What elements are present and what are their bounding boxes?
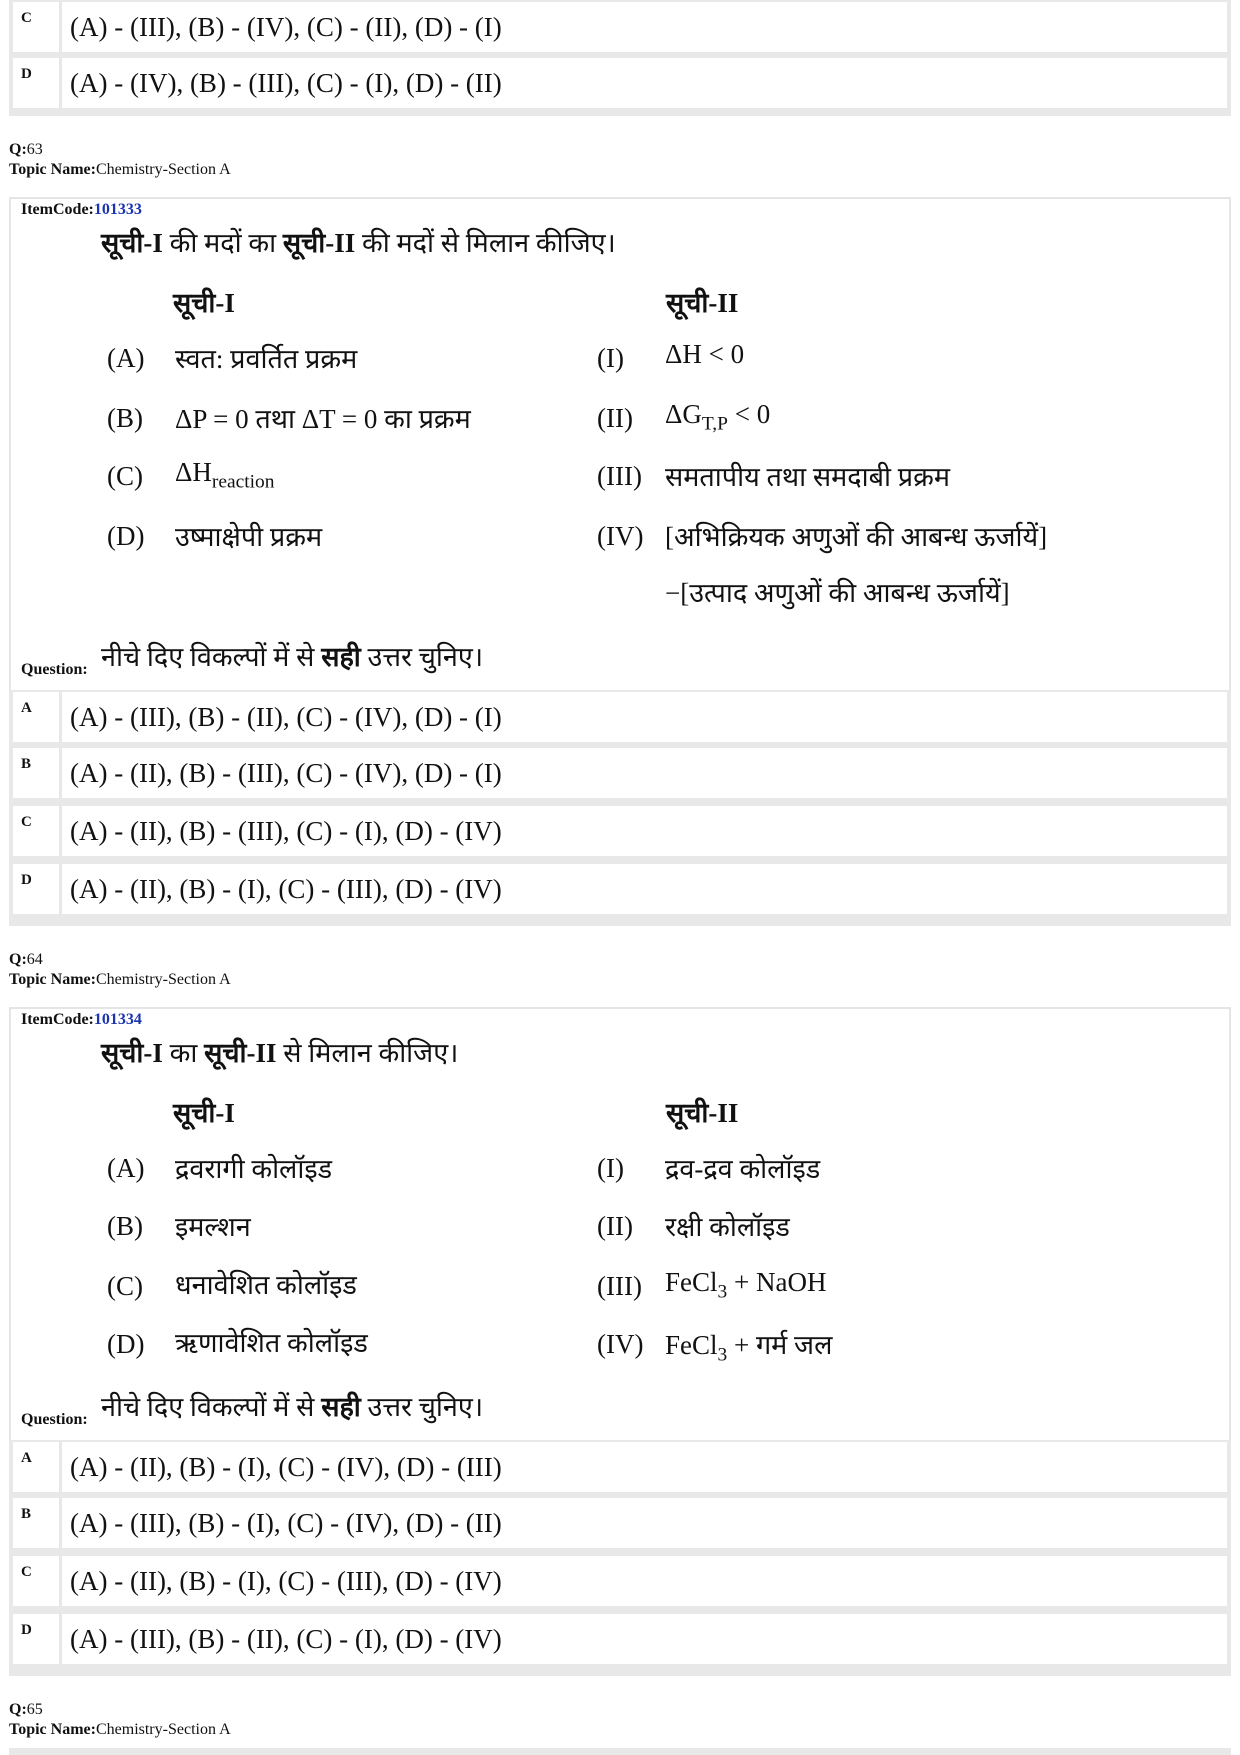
list-1-label: (A) xyxy=(107,343,145,373)
question-item-box xyxy=(9,1007,1231,1442)
option-d[interactable] xyxy=(13,1614,1227,1664)
list-1-label: (C) xyxy=(107,461,143,491)
list-2-item: रक्षी कोलॉइड xyxy=(665,1212,790,1242)
list-2-item: ΔH < 0 xyxy=(665,339,745,369)
question-item-box xyxy=(9,197,1231,692)
option-text: (A) - (III), (B) - (II), (C) - (IV), (D) - (I) xyxy=(59,692,502,742)
list-2-item: [अभिक्रियक अणुओं की आबन्ध ऊर्जायें] xyxy=(665,522,1048,552)
answer-options xyxy=(9,690,1231,926)
list-2-label: (II) xyxy=(597,1211,633,1241)
option-letter: D xyxy=(21,872,32,888)
prev-question-options xyxy=(9,0,1231,116)
option-b[interactable] xyxy=(13,748,1227,798)
question-label: Question: xyxy=(21,1411,88,1428)
option-d[interactable] xyxy=(13,864,1227,914)
option-letter: D xyxy=(21,1622,32,1638)
option-a[interactable] xyxy=(13,1442,1227,1492)
list-2-title: सूची-II xyxy=(666,288,739,318)
option-letter: C xyxy=(21,1564,32,1580)
question-header xyxy=(9,950,231,990)
question-heading: सूची-I का सूची-II से मिलान कीजिए। xyxy=(101,1038,459,1068)
list-1-label: (C) xyxy=(107,1271,143,1301)
option-text: (A) - (II), (B) - (I), (C) - (III), (D) - (IV) xyxy=(59,864,502,914)
option-text: (A) - (III), (B) - (I), (C) - (IV), (D) - (II) xyxy=(59,1498,502,1548)
question-number: Q:63 xyxy=(9,141,43,158)
option-text: (A) - (II), (B) - (III), (C) - (IV), (D) - (I) xyxy=(59,748,502,798)
item-code: ItemCode:101333 xyxy=(21,201,142,218)
list-2-item: FeCl$_3$ + NaOH xyxy=(665,1267,827,1303)
option-text: (A) - (II), (B) - (III), (C) - (I), (D) - (IV) xyxy=(59,806,502,856)
topic-name: Topic Name:Chemistry-Section A xyxy=(9,1721,231,1738)
option-text: (A) - (IV), (B) - (III), (C) - (I), (D) - (II) xyxy=(59,58,502,108)
list-2-item: FeCl$_3$ + गर्म जल xyxy=(665,1330,833,1366)
list-1-item: ΔP = 0 तथा ΔT = 0 का प्रक्रम xyxy=(175,404,471,434)
answer-options xyxy=(9,1440,1231,1676)
list-1-item: धनावेशित कोलॉइड xyxy=(175,1270,357,1300)
option-text: (A) - (III), (B) - (IV), (C) - (II), (D) - (I) xyxy=(59,2,502,52)
topic-name: Topic Name:Chemistry-Section A xyxy=(9,971,231,988)
list-2-label: (IV) xyxy=(597,521,644,551)
list-2-title: सूची-II xyxy=(666,1098,739,1128)
question-header xyxy=(9,140,231,180)
list-2-item-continued: −[उत्पाद अणुओं की आबन्ध ऊर्जायें] xyxy=(665,578,1010,608)
list-2-label: (I) xyxy=(597,343,624,373)
list-1-item: द्रवरागी कोलॉइड xyxy=(175,1154,333,1184)
option-letter: A xyxy=(21,700,32,716)
item-code: ItemCode:101334 xyxy=(21,1011,142,1028)
option-b[interactable] xyxy=(13,1498,1227,1548)
list-2-label: (III) xyxy=(597,461,642,491)
option-c[interactable] xyxy=(13,806,1227,856)
list-1-item: स्वत: प्रवर्तित प्रक्रम xyxy=(175,344,358,374)
list-2-item: समतापीय तथा समदाबी प्रक्रम xyxy=(665,462,951,492)
list-2-label: (II) xyxy=(597,403,633,433)
list-1-label: (D) xyxy=(107,1329,145,1359)
option-row[interactable] xyxy=(13,2,1227,52)
question-text: नीचे दिए विकल्पों में से सही उत्तर चुनिए। xyxy=(101,642,484,672)
topic-name: Topic Name:Chemistry-Section A xyxy=(9,161,231,178)
list-1-title: सूची-I xyxy=(173,288,235,318)
list-1-item: इमल्शन xyxy=(175,1212,251,1242)
option-text: (A) - (II), (B) - (I), (C) - (IV), (D) - (III) xyxy=(59,1442,502,1492)
option-letter: D xyxy=(21,66,32,82)
question-number: Q:64 xyxy=(9,951,43,968)
list-1-label: (B) xyxy=(107,1211,143,1241)
list-1-title: सूची-I xyxy=(173,1098,235,1128)
question-text: नीचे दिए विकल्पों में से सही उत्तर चुनिए। xyxy=(101,1392,484,1422)
question-number: Q:65 xyxy=(9,1701,43,1718)
next-item-box-edge xyxy=(9,1748,1231,1755)
list-2-item: द्रव-द्रव कोलॉइड xyxy=(665,1154,821,1184)
list-1-item: ऋणावेशित कोलॉइड xyxy=(175,1328,368,1358)
option-letter: B xyxy=(21,1506,32,1522)
list-1-item: उष्माक्षेपी प्रक्रम xyxy=(175,522,323,552)
question-heading: सूची-I की मदों का सूची-II की मदों से मिलान कीजिए। xyxy=(101,228,616,258)
list-2-label: (I) xyxy=(597,1153,624,1183)
option-text: (A) - (III), (B) - (II), (C) - (I), (D) - (IV) xyxy=(59,1614,502,1664)
list-2-label: (III) xyxy=(597,1271,642,1301)
option-c[interactable] xyxy=(13,1556,1227,1606)
option-letter: C xyxy=(21,814,32,830)
option-letter: A xyxy=(21,1450,32,1466)
question-header xyxy=(9,1700,231,1740)
list-1-label: (B) xyxy=(107,403,143,433)
list-1-label: (A) xyxy=(107,1153,145,1183)
question-label: Question: xyxy=(21,661,88,678)
option-row[interactable] xyxy=(13,58,1227,108)
option-letter: B xyxy=(21,756,32,772)
list-1-label: (D) xyxy=(107,521,145,551)
option-a[interactable] xyxy=(13,692,1227,742)
list-2-label: (IV) xyxy=(597,1329,644,1359)
option-letter: C xyxy=(21,10,32,26)
option-text: (A) - (II), (B) - (I), (C) - (III), (D) - (IV) xyxy=(59,1556,502,1606)
list-1-item: $\Delta H_{reaction}$ xyxy=(175,457,275,493)
list-2-item: $\Delta G_{T,P} < 0$ xyxy=(665,399,771,435)
